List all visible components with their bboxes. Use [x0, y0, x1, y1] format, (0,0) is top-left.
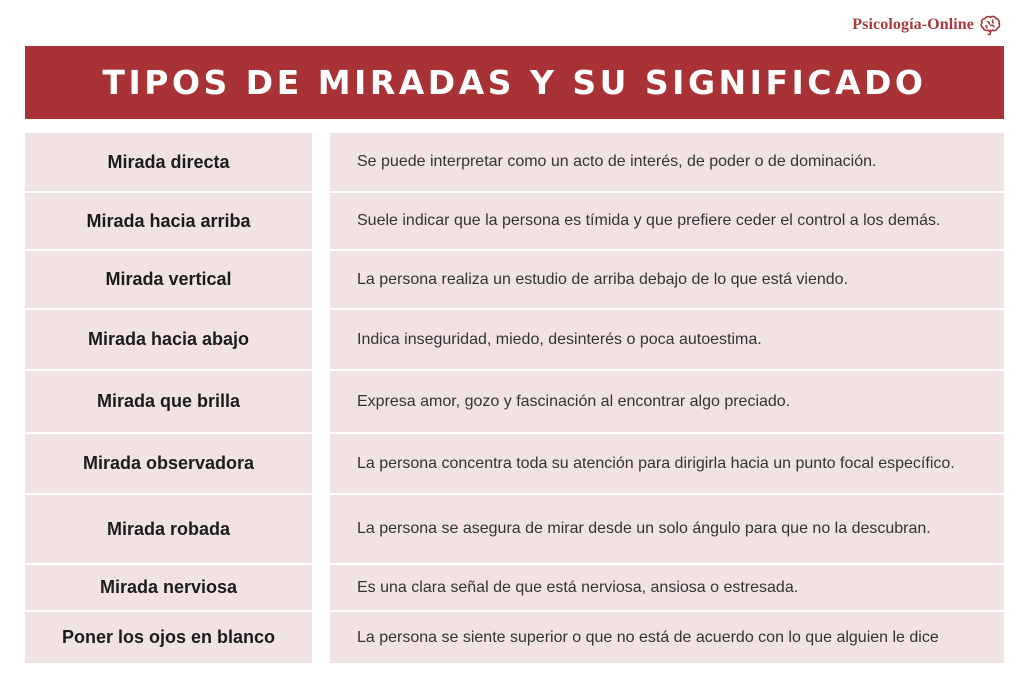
- gaze-meaning-cell: La persona concentra toda su atención para dirigirla hacia un punto focal específico.: [330, 434, 1004, 493]
- table-row: [25, 310, 1004, 371]
- gaze-type-cell: Mirada hacia arriba: [25, 193, 312, 249]
- gaze-meaning-cell: La persona se asegura de mirar desde un solo ángulo para que no la descubran.: [330, 495, 1004, 563]
- gaze-type-cell: Mirada vertical: [25, 251, 312, 308]
- table-row: [25, 434, 1004, 495]
- gaze-types-table: [25, 133, 1004, 665]
- gaze-type-cell: Mirada que brilla: [25, 371, 312, 432]
- table-row: [25, 612, 1004, 665]
- gaze-type-cell: Mirada observadora: [25, 434, 312, 493]
- title-banner: [25, 46, 1004, 119]
- brand-logo: [852, 12, 1002, 38]
- gaze-type-cell: Poner los ojos en blanco: [25, 612, 312, 663]
- table-row: [25, 495, 1004, 565]
- brand-name: Psicología-Online: [852, 16, 974, 33]
- table-row: [25, 193, 1004, 251]
- brain-icon: [978, 14, 1002, 36]
- gaze-type-cell: Mirada nerviosa: [25, 565, 312, 610]
- gaze-type-cell: Mirada robada: [25, 495, 312, 563]
- page-title: TIPOS DE MIRADAS Y SU SIGNIFICADO: [102, 63, 927, 102]
- gaze-type-cell: Mirada directa: [25, 133, 312, 191]
- gaze-meaning-cell: Es una clara señal de que está nerviosa, ansiosa o estresada.: [330, 565, 1004, 610]
- table-row: [25, 565, 1004, 612]
- gaze-meaning-cell: Expresa amor, gozo y fascinación al encontrar algo preciado.: [330, 371, 1004, 432]
- table-row: [25, 133, 1004, 193]
- gaze-meaning-cell: Suele indicar que la persona es tímida y que prefiere ceder el control a los demás.: [330, 193, 1004, 249]
- gaze-meaning-cell: Indica inseguridad, miedo, desinterés o poca autoestima.: [330, 310, 1004, 369]
- table-row: [25, 371, 1004, 434]
- gaze-meaning-cell: Se puede interpretar como un acto de interés, de poder o de dominación.: [330, 133, 1004, 191]
- gaze-meaning-cell: La persona realiza un estudio de arriba debajo de lo que está viendo.: [330, 251, 1004, 308]
- gaze-meaning-cell: La persona se siente superior o que no está de acuerdo con lo que alguien le dice: [330, 612, 1004, 663]
- table-row: [25, 251, 1004, 310]
- gaze-type-cell: Mirada hacia abajo: [25, 310, 312, 369]
